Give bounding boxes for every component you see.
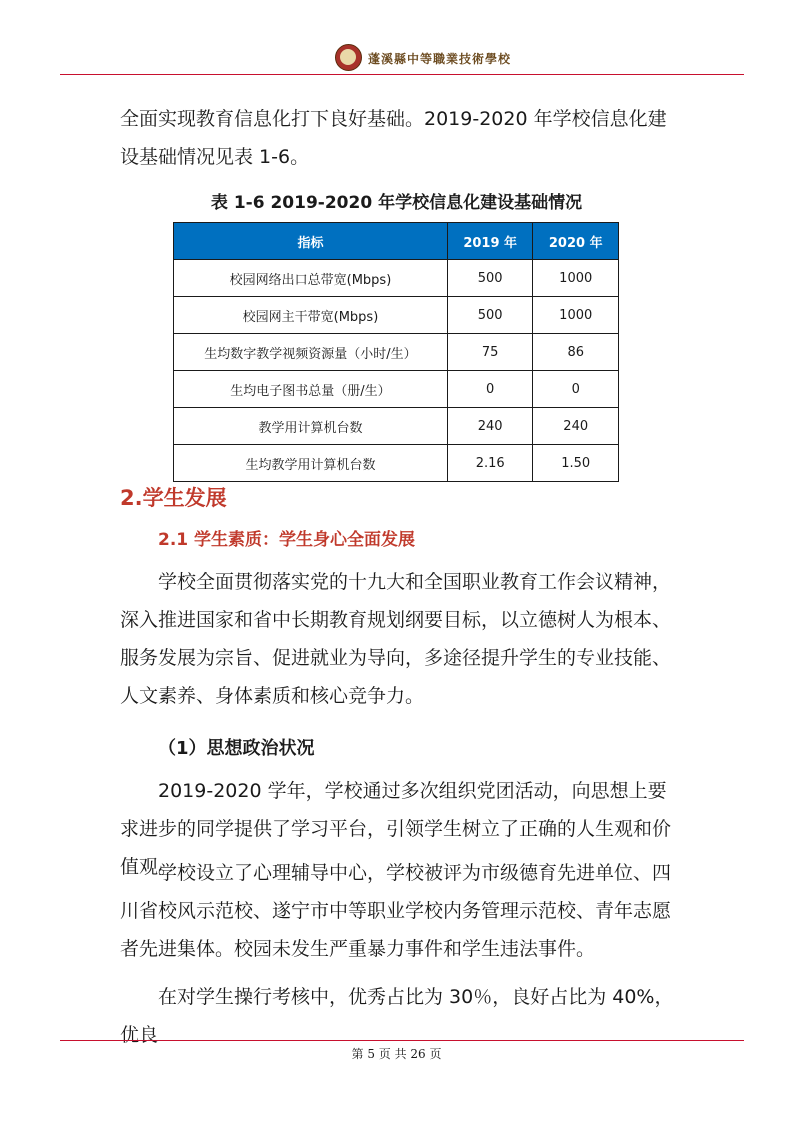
page-number: 第 5 页 共 26 页 [351, 1047, 442, 1061]
table-row [174, 297, 619, 334]
table-row [174, 408, 619, 445]
table-cell: 0 [533, 371, 619, 408]
body-paragraph: 在对学生操行考核中，优秀占比为 30％，良好占比为 40%，优良 [120, 986, 674, 1046]
table-header-cell: 指标 [174, 223, 448, 260]
table-cell: 生均教学用计算机台数 [174, 445, 448, 482]
table-row [174, 334, 619, 371]
table-row [174, 445, 619, 482]
school-logo-icon [335, 44, 362, 71]
subsection-heading: 2.1 学生素质：学生身心全面发展 [158, 530, 416, 550]
table-cell: 1.50 [533, 445, 619, 482]
table-cell: 240 [447, 408, 533, 445]
table-cell: 500 [447, 260, 533, 297]
table-cell: 生均电子图书总量（册/生） [174, 371, 448, 408]
table-row [174, 260, 619, 297]
table-cell: 1000 [533, 297, 619, 334]
table-cell: 2.16 [447, 445, 533, 482]
table-cell: 500 [447, 297, 533, 334]
table-cell: 75 [447, 334, 533, 371]
table-header-cell: 2020 年 [533, 223, 619, 260]
section-heading: 2.学生发展 [120, 486, 227, 510]
info-table [173, 222, 619, 482]
school-name: 蓬溪縣中等職業技術學校 [368, 52, 512, 66]
table-cell: 1000 [533, 260, 619, 297]
body-paragraph: 学校全面贯彻落实党的十九大和全国职业教育工作会议精神，深入推进国家和省中长期教育规划纲要目标，以立德树人为根本、服务发展为宗旨、促进就业为导向，多途径提升学生的专业技能、人文素养、身体素质和核心竞争力。 [120, 571, 672, 707]
table-cell: 教学用计算机台数 [174, 408, 448, 445]
table-header-cell: 2019 年 [447, 223, 533, 260]
table-row [174, 371, 619, 408]
table-caption: 表 1-6 2019-2020 年学校信息化建设基础情况 [210, 193, 583, 213]
footer-divider [60, 1040, 744, 1041]
table-cell: 校园网主干带宽(Mbps) [174, 297, 448, 334]
table-header-row [174, 223, 619, 260]
subheading: （1）思想政治状况 [158, 738, 315, 759]
table-cell: 86 [533, 334, 619, 371]
intro-paragraph: 全面实现教育信息化打下良好基础。2019-2020 年学校信息化建设基础情况见表 1-6。 [120, 108, 667, 168]
table-cell: 生均数字教学视频资源量（小时/生） [174, 334, 448, 371]
table-cell: 校园网络出口总带宽(Mbps) [174, 260, 448, 297]
body-paragraph: 学校设立了心理辅导中心，学校被评为市级德育先进单位、四川省校风示范校、遂宁市中等职业学校内务管理示范校、青年志愿者先进集体。校园未发生严重暴力事件和学生违法事件。 [120, 862, 672, 960]
table-cell: 0 [447, 371, 533, 408]
page-header [60, 38, 744, 75]
body-paragraph: 2019-2020 学年，学校通过多次组织党团活动，向思想上要求进步的同学提供了学习平台，引领学生树立了正确的人生观和价值观。 [120, 780, 672, 878]
table-cell: 240 [533, 408, 619, 445]
